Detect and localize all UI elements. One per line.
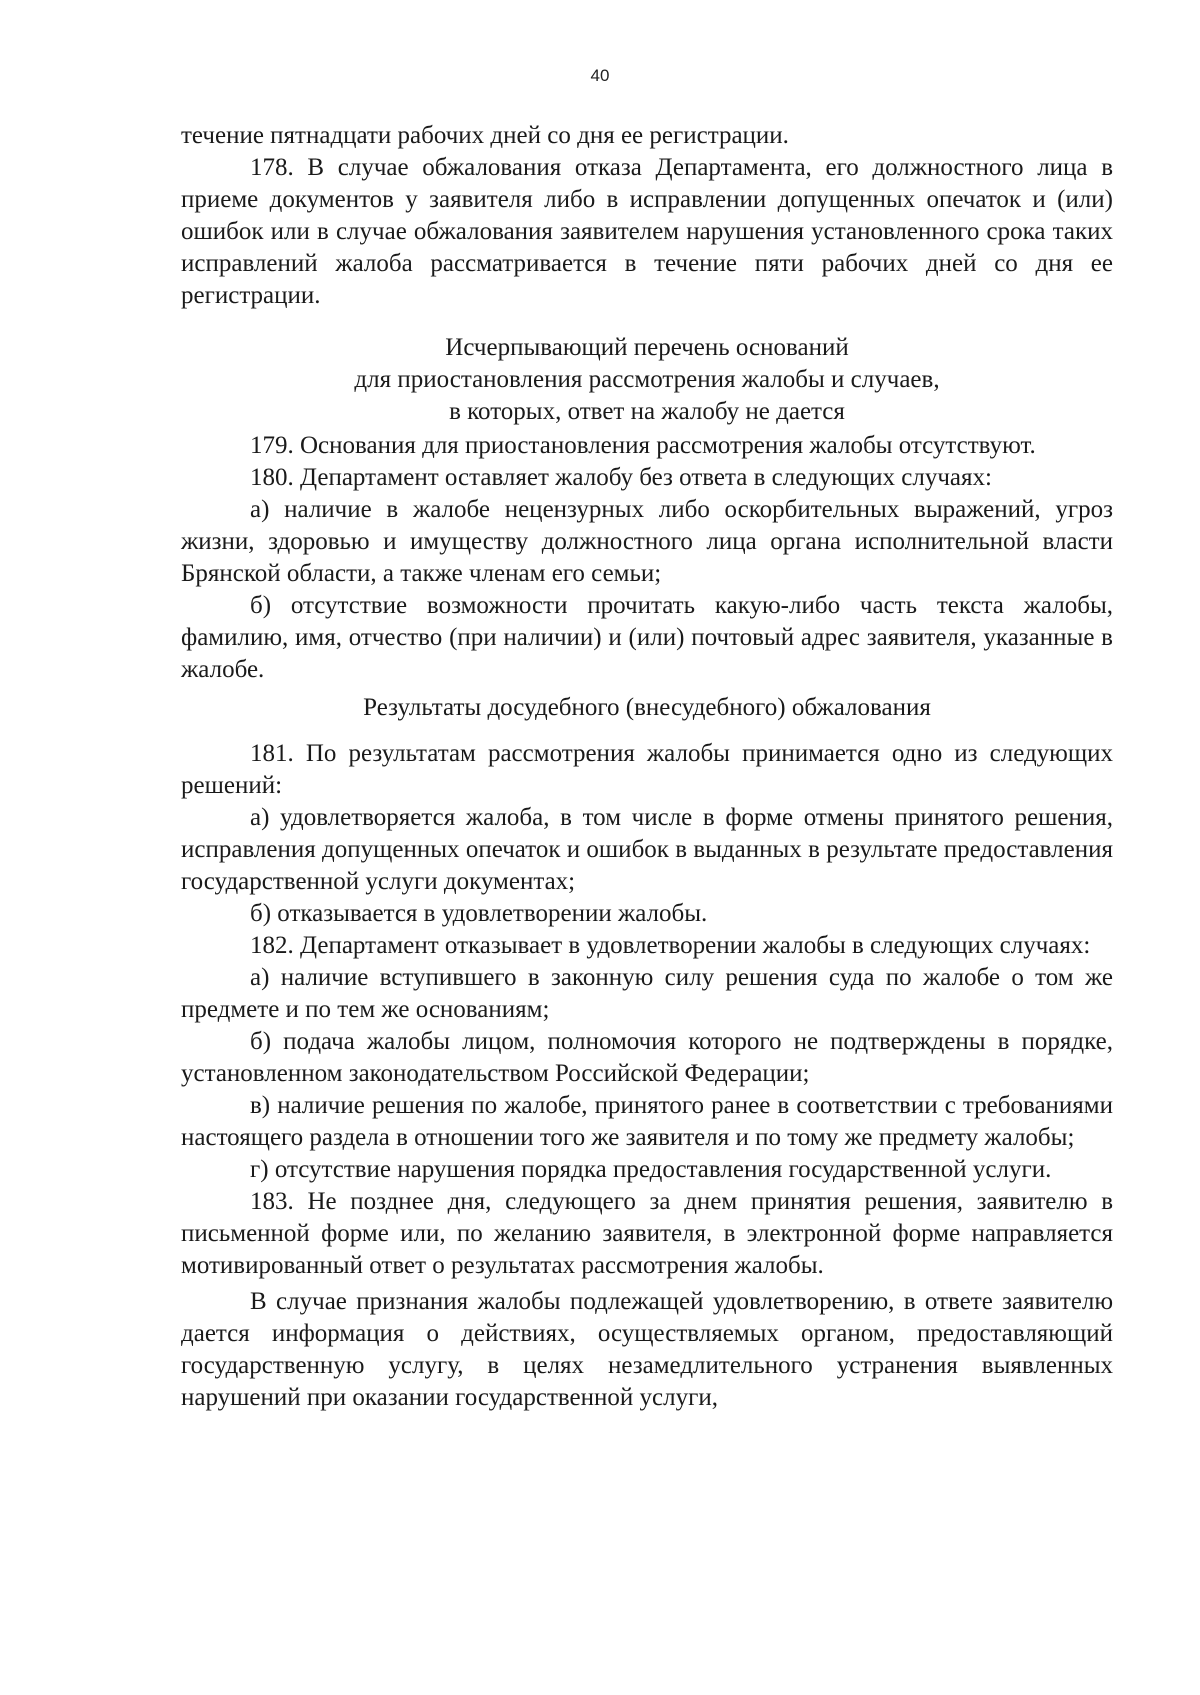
heading-line: Результаты досудебного (внесудебного) обжалования <box>363 694 931 721</box>
paragraph-181b: б) отказывается в удовлетворении жалобы. <box>250 900 708 927</box>
paragraph-178: 178. В случае обжалования отказа Департамента, его должностного лица в приеме документов у заявителя либо в исправлении допущенных опечаток и (или) ошибок или в случае обжалования заявителем нарушения установленного срока таких исправлений жалоба рассматривается в течение пяти рабочих дней со дня ее регистрации. <box>181 154 1113 309</box>
document-body <box>181 120 1113 1414</box>
heading-line: в которых, ответ на жалобу не дается <box>449 398 845 425</box>
page-number: 40 <box>590 66 610 85</box>
section-heading-grounds <box>181 332 1113 428</box>
paragraph-180a: а) наличие в жалобе нецензурных либо оскорбительных выражений, угроз жизни, здоровью и имуществу должностного лица органа исполнительной власти Брянской области, а также членам его семьи; <box>181 496 1113 587</box>
paragraph-182b: б) подача жалобы лицом, полномочия которого не подтверждены в порядке, установленном законодательством Российской Федерации; <box>181 1028 1113 1087</box>
paragraph-182d: г) отсутствие нарушения порядка предоставления государственной услуги. <box>250 1156 1052 1183</box>
paragraph-183-continued: В случае признания жалобы подлежащей удовлетворению, в ответе заявителю дается информация о действиях, осуществляемых органом, предоставляющий государственную услугу, в целях незамедлительного устранения выявленных нарушений при оказании государственной услуги, <box>181 1288 1113 1411</box>
paragraph-182c: в) наличие решения по жалобе, принятого ранее в соответствии с требованиями настоящего раздела в отношении того же заявителя и по тому же предмету жалобы; <box>181 1092 1113 1151</box>
paragraph-182a: а) наличие вступившего в законную силу решения суда по жалобе о том же предмете и по тем же основаниям; <box>181 964 1113 1023</box>
paragraph-183: 183. Не позднее дня, следующего за днем принятия решения, заявителю в письменной форме или, по желанию заявителя, в электронной форме направляется мотивированный ответ о результатах рассмотрения жалобы. <box>181 1188 1113 1279</box>
heading-line: для приостановления рассмотрения жалобы и случаев, <box>354 366 940 393</box>
heading-line: Исчерпывающий перечень оснований <box>445 334 849 361</box>
paragraph-181a: а) удовлетворяется жалоба, в том числе в форме отмены принятого решения, исправления допущенных опечаток и ошибок в выданных в результате предоставления государственной услуги документах; <box>181 804 1113 895</box>
section-heading-results <box>181 692 1113 724</box>
paragraph-180b: б) отсутствие возможности прочитать какую-либо часть текста жалобы, фамилию, имя, отчество (при наличии) и (или) почтовый адрес заявителя, указанные в жалобе. <box>181 592 1113 683</box>
paragraph-179: 179. Основания для приостановления рассмотрения жалобы отсутствуют. <box>250 432 1036 459</box>
paragraph-180: 180. Департамент оставляет жалобу без ответа в следующих случаях: <box>250 464 992 491</box>
paragraph-182: 182. Департамент отказывает в удовлетворении жалобы в следующих случаях: <box>250 932 1091 959</box>
paragraph-181: 181. По результатам рассмотрения жалобы принимается одно из следующих решений: <box>181 740 1113 799</box>
paragraph-intro: течение пятнадцати рабочих дней со дня ее регистрации. <box>181 122 789 149</box>
